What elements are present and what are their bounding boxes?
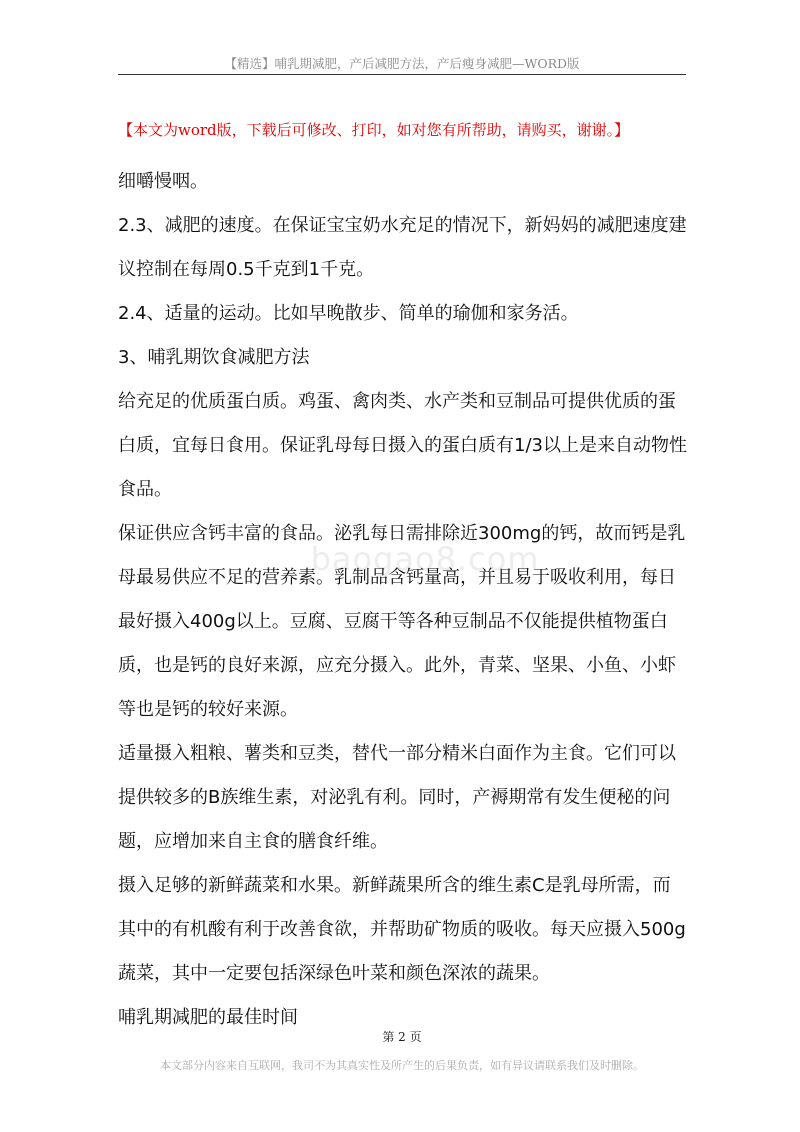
paragraph: 2.4、适量的运动。比如早晚散步、简单的瑜伽和家务活。 [118, 303, 579, 324]
paragraph: 适量摄入粗粮、薯类和豆类，替代一部分精米白面作为主食。它们可以提供较多的B族维生素，对泌乳有利。同时，产褥期常有发生便秘的问题，应增加来自主食的膳食纤维。 [118, 743, 676, 852]
section-heading: 3、哺乳期饮食减肥方法 [118, 347, 310, 368]
running-header: 【精选】哺乳期减肥，产后减肥方法，产后瘦身减肥—WORD版 [224, 56, 580, 71]
paragraph: 摄入足够的新鲜蔬菜和水果。新鲜蔬果所含的维生素C是乳母所需，而其中的有机酸有利于改善食欲，并帮助矿物质的吸收。每天应摄入500g蔬菜，其中一定要包括深绿色叶菜和颜色深浓的蔬果。 [118, 875, 686, 984]
paragraph: 保证供应含钙丰富的食品。泌乳每日需排除近300mg的钙，故而钙是乳母最易供应不足的营养素。乳制品含钙量高，并且易于吸收利用，每日最好摄入400g以上。豆腐、豆腐干等各种豆制品不仅能提供植物蛋白质，也是钙的良好来源，应充分摄入。此外，青菜、坚果、小鱼、小虾等也是钙的较好来源。 [118, 523, 686, 720]
page-number: 第 2 页 [382, 1030, 422, 1044]
paragraph: 给充足的优质蛋白质。鸡蛋、禽肉类、水产类和豆制品可提供优质的蛋白质，宜每日食用。保证乳母每日摄入的蛋白质有1/3以上是来自动物性食品。 [118, 391, 687, 500]
download-notice: 【本文为word版，下载后可修改、打印，如对您有所帮助，请购买，谢谢。】 [118, 121, 630, 139]
document-body [118, 160, 688, 1040]
paragraph: 细嚼慢咽。 [118, 171, 208, 192]
section-heading: 哺乳期减肥的最佳时间 [118, 1007, 298, 1028]
paragraph: 2.3、减肥的速度。在保证宝宝奶水充足的情况下，新妈妈的减肥速度建议控制在每周0.5千克到1千克。 [118, 215, 687, 280]
watermark: baogao8.com [310, 540, 540, 578]
footer-disclaimer: 本文部分内容来自互联网，我司不为其真实性及所产生的后果负责，如有异议请联系我们及时删除。 [160, 1059, 644, 1072]
header-divider [118, 74, 686, 75]
